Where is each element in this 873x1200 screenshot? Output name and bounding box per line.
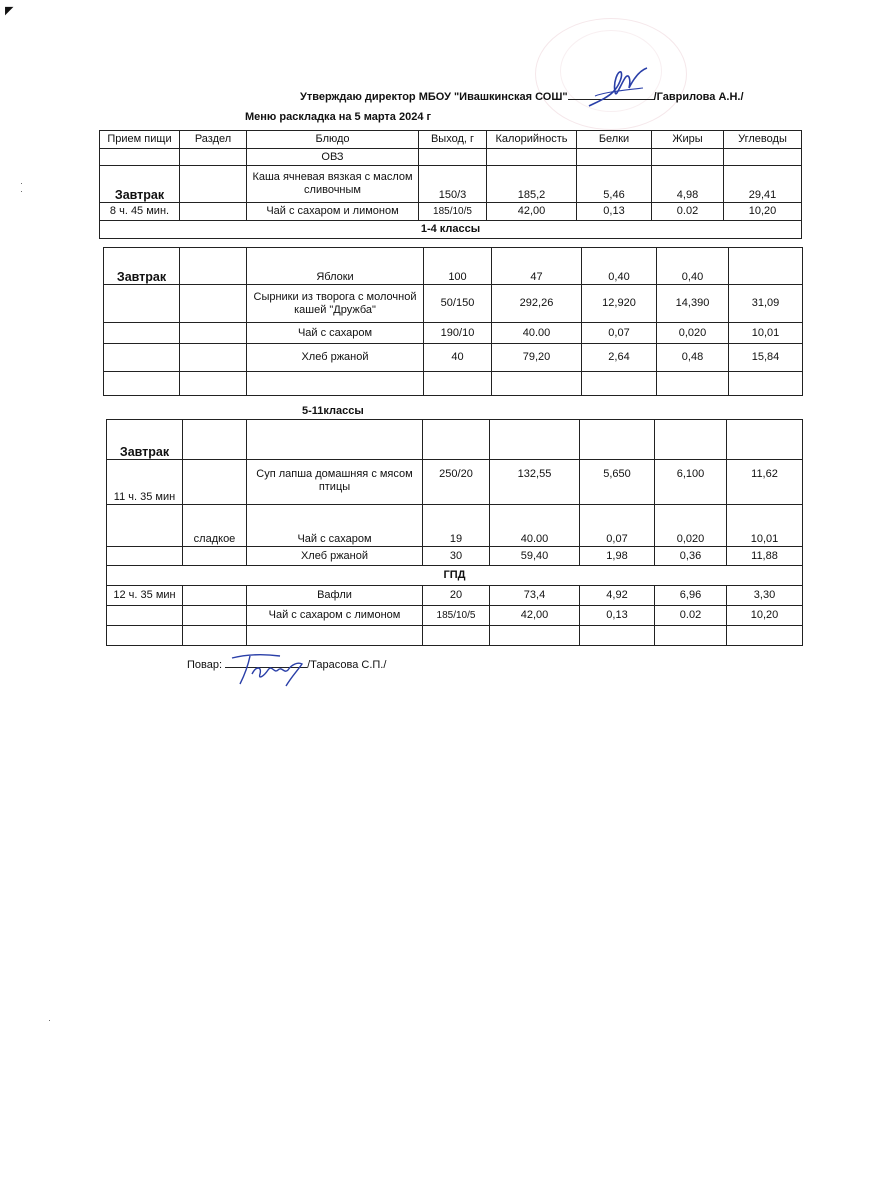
kcal: 40.00 (490, 505, 580, 547)
menu-table-5-11 (106, 419, 803, 646)
portion: 190/10 (424, 323, 492, 344)
col-kcal: Калорийность (487, 131, 577, 149)
kcal: 40.00 (492, 323, 582, 344)
dish-name: Каша ячневая вязкая с маслом сливочным (247, 166, 419, 203)
kcal: 79,20 (492, 344, 582, 372)
table-row (107, 420, 803, 460)
carbs: 10,01 (727, 505, 803, 547)
meal-label: Завтрак (104, 248, 180, 285)
carbs (729, 248, 803, 285)
portion: 150/3 (419, 166, 487, 203)
fat: 4,98 (652, 166, 724, 203)
fat: 0,40 (657, 248, 729, 285)
ovz-label: ОВЗ (247, 149, 419, 166)
col-meal: Прием пищи (100, 131, 180, 149)
section-sweet: сладкое (183, 505, 247, 547)
scan-speck: · (20, 186, 23, 196)
approval-text: Утверждаю директор МБОУ "Ивашкинская СОШ" (300, 91, 568, 103)
portion: 50/150 (424, 285, 492, 323)
menu-table-1-4 (103, 247, 803, 396)
dish-name: Хлеб ржаной (247, 547, 423, 566)
ovz-label-row (100, 149, 802, 166)
table-row (107, 460, 803, 505)
fat: 0,36 (655, 547, 727, 566)
fat: 0,020 (657, 323, 729, 344)
protein: 4,92 (580, 586, 655, 606)
portion: 250/20 (423, 460, 490, 505)
table-row (104, 344, 803, 372)
scan-speck: · (48, 1015, 51, 1025)
col-section: Раздел (180, 131, 247, 149)
protein: 1,98 (580, 547, 655, 566)
carbs: 15,84 (729, 344, 803, 372)
carbs: 3,30 (727, 586, 803, 606)
meal-time: 11 ч. 35 мин (107, 460, 183, 505)
col-protein: Белки (577, 131, 652, 149)
carbs: 11,88 (727, 547, 803, 566)
fat: 6,96 (655, 586, 727, 606)
fat: 0,020 (655, 505, 727, 547)
portion: 185/10/5 (419, 203, 487, 221)
approval-line (300, 89, 744, 103)
kcal: 59,40 (490, 547, 580, 566)
col-fat: Жиры (652, 131, 724, 149)
fat: 0,48 (657, 344, 729, 372)
table-row (104, 248, 803, 285)
dish-name: Яблоки (247, 248, 424, 285)
carbs: 10,20 (724, 203, 802, 221)
section-row (107, 566, 803, 586)
dish-name: Суп лапша домашняя с мясом птицы (247, 460, 423, 505)
dish-name: Сырники из творога с молочной кашей "Дружба" (247, 285, 424, 323)
carbs: 11,62 (727, 460, 803, 505)
portion: 19 (423, 505, 490, 547)
protein: 0,07 (582, 323, 657, 344)
carbs: 29,41 (724, 166, 802, 203)
table-row (107, 547, 803, 566)
table-row (104, 323, 803, 344)
table-row (107, 505, 803, 547)
carbs: 31,09 (729, 285, 803, 323)
protein: 0,13 (580, 606, 655, 626)
col-carbs: Углеводы (724, 131, 802, 149)
section-title-gpd: ГПД (107, 566, 803, 586)
protein: 0,40 (582, 248, 657, 285)
dish-name: Чай с сахаром и лимоном (247, 203, 419, 221)
portion: 40 (424, 344, 492, 372)
protein: 5,46 (577, 166, 652, 203)
table-header-row (100, 131, 802, 149)
cook-name: /Тарасова С.П./ (307, 659, 387, 671)
table-row (104, 285, 803, 323)
fat: 14,390 (657, 285, 729, 323)
portion: 20 (423, 586, 490, 606)
table-row (107, 586, 803, 606)
meal-label: Завтрак (107, 420, 183, 460)
cook-signature (228, 648, 318, 693)
director-signature (585, 62, 655, 112)
table-row (100, 166, 802, 203)
portion: 100 (424, 248, 492, 285)
fat: 0.02 (652, 203, 724, 221)
kcal: 185,2 (487, 166, 577, 203)
fat: 6,100 (655, 460, 727, 505)
corner-mark: ◤ (5, 5, 14, 17)
fat: 0.02 (655, 606, 727, 626)
kcal: 42,00 (490, 606, 580, 626)
protein: 0,13 (577, 203, 652, 221)
portion: 185/10/5 (423, 606, 490, 626)
protein: 12,920 (582, 285, 657, 323)
table-row (100, 203, 802, 221)
table-row (107, 606, 803, 626)
scan-speck: · (20, 178, 23, 188)
section-title-1-4: 1-4 классы (100, 221, 802, 239)
meal-label: Завтрак (100, 166, 180, 203)
kcal: 73,4 (490, 586, 580, 606)
meal-time: 8 ч. 45 мин. (100, 203, 180, 221)
protein: 2,64 (582, 344, 657, 372)
kcal: 47 (492, 248, 582, 285)
kcal: 42,00 (487, 203, 577, 221)
dish-name: Чай с сахаром (247, 323, 424, 344)
protein: 0,07 (580, 505, 655, 547)
dish-name: Хлеб ржаной (247, 344, 424, 372)
menu-table-ovz (99, 130, 802, 239)
director-name: /Гаврилова А.Н./ (653, 91, 744, 103)
section-row (100, 221, 802, 239)
portion: 30 (423, 547, 490, 566)
col-dish: Блюдо (247, 131, 419, 149)
kcal: 292,26 (492, 285, 582, 323)
dish-name: Чай с сахаром с лимоном (247, 606, 423, 626)
menu-title: Меню раскладка на 5 марта 2024 г (245, 111, 432, 123)
section-title-5-11: 5-11классы (302, 405, 364, 417)
kcal: 132,55 (490, 460, 580, 505)
meal-time: 12 ч. 35 мин (107, 586, 183, 606)
dish-name: Вафли (247, 586, 423, 606)
col-portion: Выход, г (419, 131, 487, 149)
carbs: 10,01 (729, 323, 803, 344)
empty-row (104, 372, 803, 396)
empty-row (107, 626, 803, 646)
dish-name: Чай с сахаром (247, 505, 423, 547)
protein: 5,650 (580, 460, 655, 505)
cook-label: Повар: (187, 659, 223, 671)
carbs: 10,20 (727, 606, 803, 626)
